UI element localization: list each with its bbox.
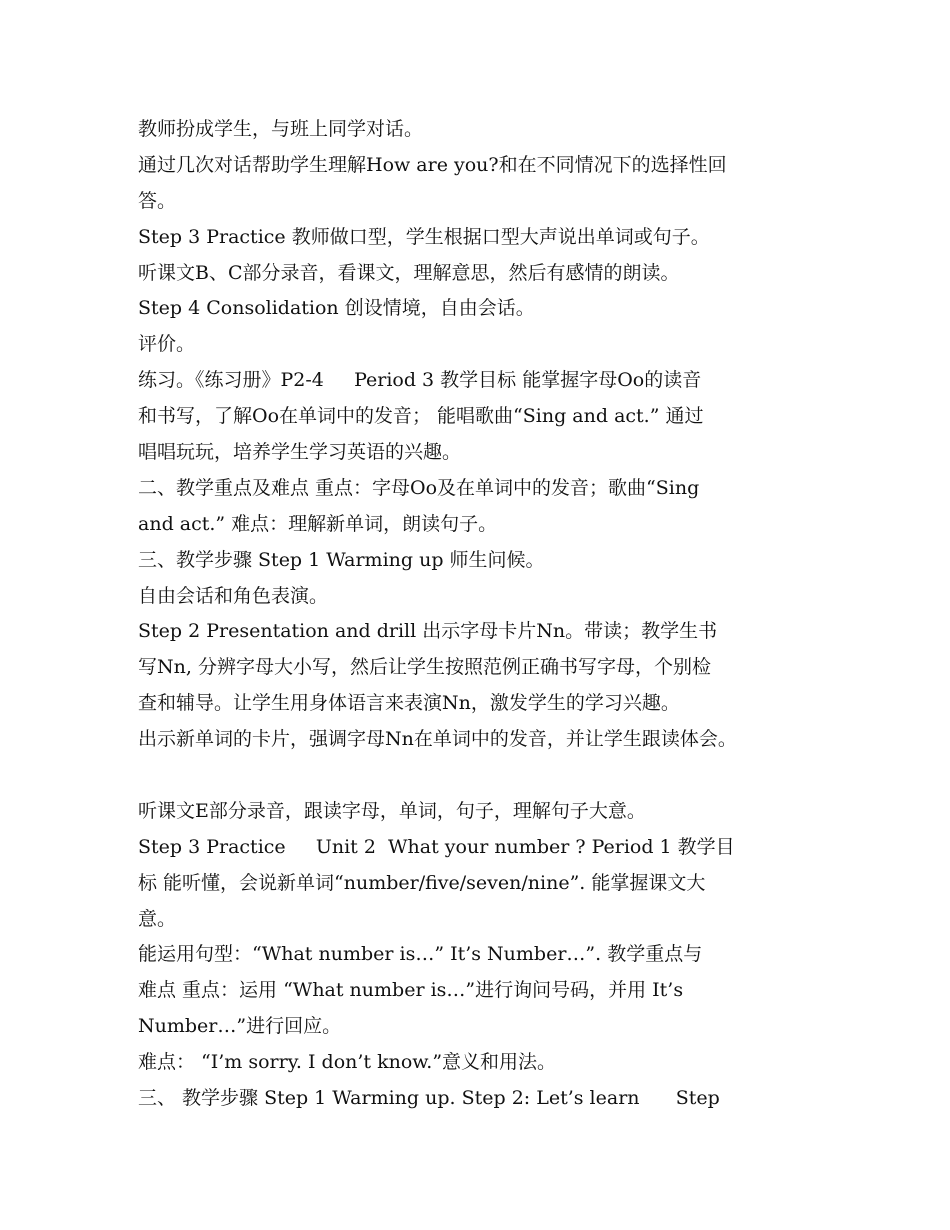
text-line: 难点 重点：运用 “What number is…”进行询问号码，并用 It’s xyxy=(138,979,684,1002)
text-line: 二、教学重点及难点 重点：字母Oo及在单词中的发音；歌曲“Sing xyxy=(138,476,700,499)
text-line: 意。 xyxy=(138,907,177,930)
text-line: 评价。 xyxy=(138,333,196,356)
blank-line xyxy=(138,758,818,794)
text-line: 听课文B、C部分录音，看课文，理解意思，然后有感情的朗读。 xyxy=(138,261,680,284)
text-line: 教师扮成学生，与班上同学对话。 xyxy=(138,118,424,140)
text-line: Step 3 Practice 教师做口型，学生根据口型大声说出单词或句子。 xyxy=(138,225,710,248)
text-line: 自由会话和角色表演。 xyxy=(138,584,329,607)
text-line: 标 能听懂，会说新单词“number/five/seven/nine”. 能掌握课文大 xyxy=(138,871,706,894)
document-body xyxy=(138,112,818,1117)
text-line: 三、教学步骤 Step 1 Warming up 师生问候。 xyxy=(138,548,545,571)
text-line: 通过几次对话帮助学生理解How are you?和在不同情况下的选择性回 xyxy=(138,153,727,176)
text-line: 练习。《练习册》P2-4 Period 3 教学目标 能掌握字母Oo的读音 xyxy=(138,369,702,392)
text-line: 答。 xyxy=(138,189,177,212)
text-line: 和书写，了解Oo在单词中的发音； 能唱歌曲“Sing and act.” 通过 xyxy=(138,405,704,428)
text-line: 能运用句型：“What number is…” It’s Number…”. 教学重点与 xyxy=(138,943,703,966)
text-line: Step 4 Consolidation 创设情境，自由会话。 xyxy=(138,297,535,320)
text-line: and act.” 难点：理解新单词，朗读句子。 xyxy=(138,512,498,535)
text-line: 写Nn, 分辨字母大小写，然后让学生按照范例正确书写字母，个别检 xyxy=(138,656,711,679)
text-line: 出示新单词的卡片，强调字母Nn在单词中的发音，并让学生跟读体会。 xyxy=(138,728,737,751)
text-line: 查和辅导。让学生用身体语言来表演Nn，激发学生的学习兴趣。 xyxy=(138,692,680,715)
text-line: 听课文E部分录音，跟读字母，单词，句子，理解句子大意。 xyxy=(138,799,646,822)
text-line: Step 2 Presentation and drill 出示字母卡片Nn。带读；教学生书 xyxy=(138,620,718,643)
text-line: 三、 教学步骤 Step 1 Warming up. Step 2: Let’s learn Step xyxy=(138,1087,720,1110)
text-line: 难点： “I’m sorry. I don’t know.”意义和用法。 xyxy=(138,1051,557,1074)
text-line: Step 3 Practice Unit 2 What your number ? Period 1 教学目 xyxy=(138,835,735,858)
text-line: Number…”进行回应。 xyxy=(138,1015,342,1038)
text-line: 唱唱玩玩，培养学生学习英语的兴趣。 xyxy=(138,441,462,464)
